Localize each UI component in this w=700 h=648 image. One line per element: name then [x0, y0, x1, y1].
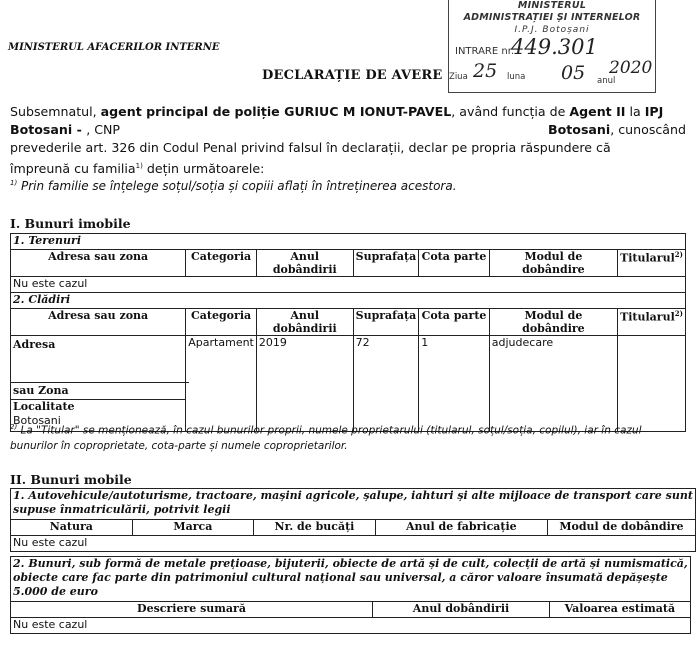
anul-cell: 2019 — [256, 336, 353, 432]
col-header: Modul de dobândire — [547, 520, 695, 536]
autovehicule-title — [11, 489, 696, 520]
cladiri-title: 2. Clădiri — [11, 293, 686, 309]
registration-stamp — [448, 0, 656, 93]
empty-cell: Nu este cazul — [11, 277, 686, 293]
footnote-ref: 2) — [674, 250, 683, 259]
intro-line-1 — [10, 103, 686, 121]
note-line-1 — [10, 420, 690, 439]
intro-line-3: prevederile art. 326 din Codul Penal privind falsul în declarații, declar pe propria răspundere că — [10, 140, 611, 155]
col-header: Categoria — [186, 250, 257, 277]
section-1-title: I. Bunuri imobile — [10, 216, 131, 231]
zona-label: sau Zona — [13, 384, 69, 397]
declarant-function: Agent II — [569, 104, 626, 119]
col-header: Anul de fabricație — [375, 520, 547, 536]
institution: IPJ — [644, 104, 664, 119]
stamp-date-line — [449, 58, 653, 86]
col-header: Marca — [132, 520, 254, 536]
footnote-marker: 2) — [10, 423, 18, 431]
titular-cell — [618, 336, 686, 432]
col-header: Nr. de bucăți — [254, 520, 376, 536]
stamp-luna: 05 — [561, 62, 586, 84]
categoria-cell: Apartament — [186, 336, 257, 432]
stamp-line-2: ADMINISTRAȚIEI ȘI INTERNELOR — [463, 12, 641, 23]
col-header: Adresa sau zona — [11, 309, 186, 336]
col-header: Suprafața — [353, 250, 419, 277]
col-header-text: Titularul — [620, 251, 675, 265]
autovehicule-title-line: 1. Autovehicule/autoturisme, tractoare, mașini agricole, șalupe, iahturi și alte mijloace de transport care sunt — [13, 489, 693, 502]
footnote-ref: 1) — [135, 162, 143, 170]
col-header-titular — [618, 309, 686, 336]
section-2-title: II. Bunuri mobile — [10, 472, 132, 487]
terenuri-title: 1. Terenuri — [11, 234, 686, 250]
intro-text: la — [625, 104, 645, 119]
intro-line-2 — [10, 121, 686, 139]
institution-city: Botosani - — [10, 122, 87, 137]
col-header-text: Titularul — [620, 310, 675, 324]
table-header-row — [11, 309, 686, 336]
modul-cell: adjudecare — [489, 336, 617, 432]
cota-cell: 1 — [419, 336, 490, 432]
col-header: Cota parte — [419, 309, 490, 336]
intro-text: împreună cu familia — [10, 161, 136, 177]
autovehicule-title-line: supuse înmatriculării, potrivit legii — [13, 503, 231, 516]
stamp-anul-label: anul — [597, 76, 616, 86]
localitate-value: Botosani — [13, 414, 61, 427]
col-header: Anul dobândirii — [373, 602, 550, 618]
stamp-ziua-label: Ziua — [449, 72, 468, 82]
family-footnote — [10, 179, 457, 193]
stamp-ziua: 25 — [473, 60, 498, 82]
intro-text: , cunoscând — [610, 122, 686, 137]
table-row — [11, 536, 696, 552]
col-header: Categoria — [186, 309, 257, 336]
intro-text: , având funcția de — [451, 104, 570, 119]
intro-text: Subsemnatul, — [10, 104, 101, 119]
stamp-intrare-number: 449.301 — [511, 35, 598, 59]
adresa-label: Adresa — [13, 338, 56, 351]
cnp-label: , CNP — [86, 122, 121, 137]
table-header-row — [11, 602, 691, 618]
stamp-intrare-label: INTRARE nr. — [455, 46, 515, 57]
note-text: La "Titular" se menționează, în cazul bunurilor proprii, numele proprietarului (titularul, soțul/soția, copilul), iar în cazul — [17, 424, 642, 437]
footnote-text: Prin familie se înțelege soțul/soția și copiii aflați în întreținerea acestora. — [17, 179, 457, 193]
locality: Botosani — [548, 122, 611, 137]
titular-note — [10, 420, 690, 454]
intro-text: dețin următoarele: — [142, 161, 265, 177]
bunuri-title-line: obiecte care fac parte din patrimoniul cultural național sau universal, a căror valoare însumată depășește — [13, 571, 668, 584]
autovehicule-table — [10, 488, 696, 552]
ministry-name: MINISTERUL AFACERILOR INTERNE — [8, 42, 220, 53]
bunuri-title-line: 5.000 de euro — [13, 585, 98, 598]
stamp-anul: 2020 — [609, 58, 653, 78]
terenuri-table — [10, 233, 686, 432]
empty-cell: Nu este cazul — [11, 618, 691, 634]
bunuri-table — [10, 556, 691, 634]
address-divider — [11, 382, 189, 383]
col-header: Adresa sau zona — [11, 250, 186, 277]
stamp-line-3: I.P.J. Botoșani — [514, 25, 590, 35]
col-header: Suprafața — [353, 309, 419, 336]
col-header: Anul dobândirii — [256, 250, 353, 277]
col-header: Anul dobândirii — [256, 309, 353, 336]
localitate-label: Localitate — [13, 400, 75, 413]
bunuri-title — [11, 557, 691, 602]
stamp-luna-label: luna — [507, 72, 526, 82]
table-header-row — [11, 250, 686, 277]
document-title: DECLARAȚIE DE AVERE — [262, 68, 443, 83]
col-header: Cota parte — [419, 250, 490, 277]
col-header: Descriere sumară — [11, 602, 373, 618]
intro-paragraph — [10, 103, 686, 178]
col-header-titular — [618, 250, 686, 277]
table-header-row — [11, 520, 696, 536]
footnote-ref: 2) — [674, 309, 683, 318]
table-row — [11, 336, 686, 432]
col-header: Natura — [11, 520, 133, 536]
note-line-2: bunurilor în coproprietate, cota-parte și numele coproprietarilor. — [10, 439, 348, 452]
declarant-name: agent principal de poliție GURIUC M IONUT-PAVEL — [100, 104, 452, 119]
empty-cell: Nu este cazul — [11, 536, 696, 552]
col-header: Modul de dobândire — [489, 309, 617, 336]
table-row — [11, 277, 686, 293]
bunuri-title-line: 2. Bunuri, sub formă de metale prețioase, bijuterii, obiecte de artă și de cult, colecții de artă și numismatică, — [13, 557, 688, 570]
suprafata-cell: 72 — [353, 336, 419, 432]
col-header: Modul de dobândire — [489, 250, 617, 277]
table-row — [11, 618, 691, 634]
stamp-line-1: MINISTERUL — [517, 0, 587, 11]
intro-line-4 — [10, 157, 686, 178]
footnote-marker: 1) — [10, 179, 18, 187]
address-cell — [11, 336, 186, 432]
col-header: Valoarea estimată — [549, 602, 690, 618]
